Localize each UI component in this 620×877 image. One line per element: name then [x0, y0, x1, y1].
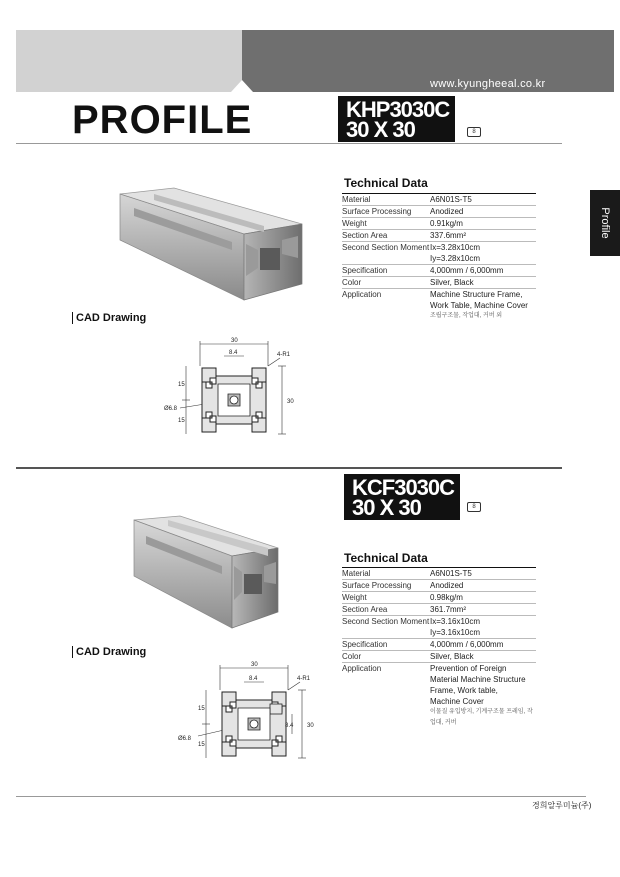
spec-key: Color — [342, 652, 362, 661]
spec-row — [342, 568, 536, 580]
spec-value: A6N01S-T5 — [430, 195, 472, 204]
cad-drawing — [150, 336, 310, 444]
spec-key: Application — [342, 664, 382, 673]
spec-value-line: Iy=3.16x10cm — [430, 628, 481, 637]
spec-value-line: Frame, Work table, — [430, 686, 498, 695]
spec-value: Silver, Black — [430, 278, 474, 287]
page-title: PROFILE — [72, 98, 253, 142]
dim-slot: 8.4 — [249, 676, 258, 682]
spec-value: Silver, Black — [430, 652, 474, 661]
cad-drawing-label: CAD Drawing — [72, 646, 146, 658]
spec-key: Section Area — [342, 605, 388, 614]
spec-note: 이물질 유입방지, 기계구조물 프레임, 작업대, 커버 — [430, 709, 533, 726]
spec-row — [342, 592, 536, 604]
spec-key: Weight — [342, 593, 367, 602]
spec-key: Second Section Moment — [342, 243, 430, 252]
cad-drawing-label: CAD Drawing — [72, 312, 146, 324]
spec-key: Surface Processing — [342, 581, 412, 590]
product-code-box — [338, 96, 455, 142]
spec-row — [342, 580, 536, 592]
product-photo — [128, 512, 288, 632]
spec-value-line: Prevention of Foreign — [430, 664, 507, 673]
side-tab-profile[interactable] — [590, 190, 620, 256]
spec-value: 361.7mm² — [430, 605, 467, 614]
spec-value: 337.6mm² — [430, 231, 467, 240]
spec-row — [342, 265, 536, 277]
spec-value-line: Iy=3.28x10cm — [430, 254, 481, 263]
product-photo — [114, 184, 304, 304]
dim-half-a: 15 — [198, 706, 205, 712]
dim-hole: Ø6.8 — [164, 406, 178, 412]
spec-key: Section Area — [342, 231, 388, 240]
spec-key: Specification — [342, 640, 388, 649]
spec-key: Specification — [342, 266, 388, 275]
dim-height: 30 — [287, 399, 294, 405]
spec-key: Material — [342, 569, 371, 578]
spec-note: 조립구조물, 작업대, 커버 외 — [430, 313, 503, 319]
spec-value: A6N01S-T5 — [430, 569, 472, 578]
spec-row — [342, 639, 536, 651]
spec-row — [342, 277, 536, 289]
spec-row — [342, 242, 536, 265]
side-tab-label: Profile — [599, 207, 611, 239]
footer-divider — [16, 796, 586, 797]
website-link[interactable]: www.kyungheeal.co.kr — [430, 78, 546, 90]
spec-row — [342, 616, 536, 639]
dim-hole: Ø6.8 — [178, 736, 192, 742]
spec-row — [342, 663, 536, 729]
spec-value: Anodized — [430, 581, 464, 590]
product-size: 30 X 30 — [346, 117, 415, 142]
product-code: KHP3030C — [346, 97, 450, 122]
dim-slot-vertical: 8.4 — [285, 723, 294, 729]
spec-row — [342, 218, 536, 230]
spec-value-line: Ix=3.16x10cm — [430, 617, 481, 626]
spec-value: 4,000mm / 6,000mm — [430, 640, 504, 649]
spec-key: Second Section Moment — [342, 617, 430, 626]
spec-key: Surface Processing — [342, 207, 412, 216]
header-band-dark — [242, 30, 614, 92]
spec-value-line: Material Machine Structure — [430, 675, 526, 684]
spec-row — [342, 651, 536, 663]
spec-value: 0.98kg/m — [430, 593, 463, 602]
dim-width: 30 — [251, 662, 258, 668]
spec-value-line: Work Table, Machine Cover — [430, 301, 528, 310]
slot-size-badge: 8 — [467, 502, 481, 512]
footer-company: 경희알루미늄(주) — [532, 801, 592, 810]
spec-value: 0.91kg/m — [430, 219, 463, 228]
spec-row — [342, 194, 536, 206]
spec-value: 4,000mm / 6,000mm — [430, 266, 504, 275]
spec-value — [430, 616, 536, 638]
spec-row — [342, 604, 536, 616]
dim-half-b: 15 — [198, 742, 205, 748]
spec-key: Color — [342, 278, 362, 287]
spec-row — [342, 230, 536, 242]
cad-drawing — [170, 660, 330, 768]
product-size: 30 X 30 — [352, 495, 421, 520]
product-code-box — [344, 474, 460, 520]
spec-value-line: Machine Cover — [430, 697, 484, 706]
technical-data-title: Technical Data — [344, 176, 428, 190]
spec-value — [430, 289, 536, 322]
dim-width: 30 — [231, 338, 238, 344]
slot-size-badge: 8 — [467, 127, 481, 137]
divider-section — [16, 467, 562, 469]
dim-slot: 8.4 — [229, 350, 238, 356]
spec-value: Anodized — [430, 207, 464, 216]
spec-row — [342, 206, 536, 218]
divider-top — [16, 143, 562, 144]
header-band-light — [16, 30, 242, 92]
product-code: KCF3030C — [352, 475, 455, 500]
technical-data-table — [342, 567, 536, 729]
spec-key: Weight — [342, 219, 367, 228]
spec-value — [430, 242, 536, 264]
header-notch — [231, 80, 253, 92]
spec-value — [430, 663, 536, 729]
spec-value-line: Ix=3.28x10cm — [430, 243, 481, 252]
dim-half-a: 15 — [178, 382, 185, 388]
spec-value-line: Machine Structure Frame, — [430, 290, 523, 299]
dim-half-b: 15 — [178, 418, 185, 424]
technical-data-table — [342, 193, 536, 322]
spec-row — [342, 289, 536, 322]
spec-key: Material — [342, 195, 371, 204]
dim-corner: 4-R1 — [297, 676, 311, 682]
dim-height: 30 — [307, 723, 314, 729]
technical-data-title: Technical Data — [344, 551, 428, 565]
dim-corner: 4-R1 — [277, 352, 291, 358]
spec-key: Application — [342, 290, 382, 299]
